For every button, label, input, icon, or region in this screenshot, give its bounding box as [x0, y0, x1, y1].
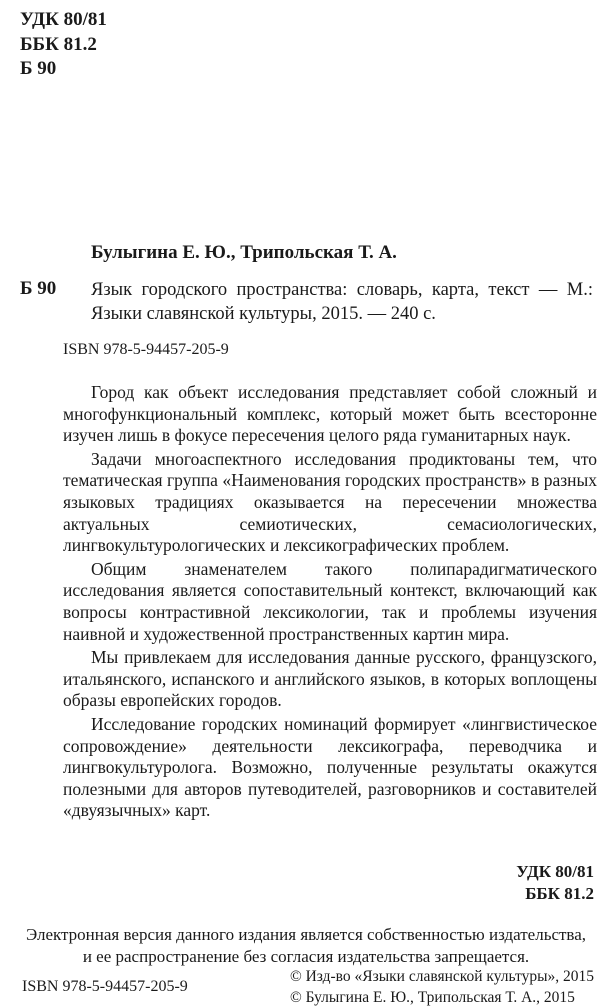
notice-line-1: Электронная версия данного издания является собственностью издательства,	[25, 925, 587, 944]
annotation-paragraph: Общим знаменателем такого полипарадигматического исследования является сопоставительный контекст, включающий как вопросы контрастивной лексикологии, так и проблемы изучения наивной и художественной пространственных картин мира.	[63, 558, 597, 644]
annotation-paragraph: Мы привлекаем для исследования данные русского, французского, итальянского, испанского и английского языков, в которых воплощены образы европейских городов.	[63, 647, 597, 711]
copyright-block	[290, 966, 594, 1008]
notice-line-2: и ее распространение без согласия издательства запрещается.	[82, 946, 530, 966]
copyright-authors: © Булыгина Е. Ю., Трипольская Т. А., 2015	[289, 989, 575, 1006]
udk-code: УДК 80/81	[20, 9, 107, 30]
annotation	[63, 382, 597, 822]
classification-codes-bottom	[516, 861, 594, 905]
udk-code-bottom: УДК 80/81	[516, 862, 594, 881]
bbk-code: ББК 81.2	[20, 33, 97, 55]
copyright-publisher: © Изд-во «Языки славянской культуры», 2015	[289, 968, 594, 985]
electronic-version-notice	[0, 924, 612, 967]
biblio-title-line: Язык городского пространства: словарь, карта, текст — М.:	[91, 280, 593, 300]
bbk-code-bottom: ББК 81.2	[525, 884, 594, 903]
annotation-paragraph: Задачи многоаспектного исследования продиктованы тем, что тематическая группа «Наименования городских пространств» в разных языковых традициях оказывается на пересечении множества актуальных семиотических, семасиологических, лингвокультурологических и лексикографических проблем.	[63, 448, 597, 556]
isbn: ISBN 978-5-94457-205-9	[63, 341, 229, 358]
isbn-footer: ISBN 978-5-94457-205-9	[22, 978, 188, 995]
annotation-paragraph: Исследование городских номинаций формирует «лингвистическое сопровождение» деятельности лексикографа, переводчика и лингвокультуролога. Возможно, полученные результаты окажутся полезными для авторов путеводителей, разговорников и составителей «двуязычных» карт.	[63, 713, 597, 821]
authors-heading: Булыгина Е. Ю., Трипольская Т. А.	[91, 242, 397, 263]
annotation-paragraph: Город как объект исследования представляет собой сложный и многофункциональный комплекс, который может быть всесторонне изучен лишь в фокусе пересечения целого ряда гуманитарных наук.	[63, 382, 597, 446]
biblio-cutter-mark: Б 90	[20, 278, 57, 299]
bibliographic-description	[91, 278, 593, 326]
classification-codes-top	[20, 8, 107, 82]
biblio-publisher-line: Языки славянской культуры, 2015. — 240 с.	[91, 304, 436, 324]
cutter-code: Б 90	[20, 58, 57, 79]
